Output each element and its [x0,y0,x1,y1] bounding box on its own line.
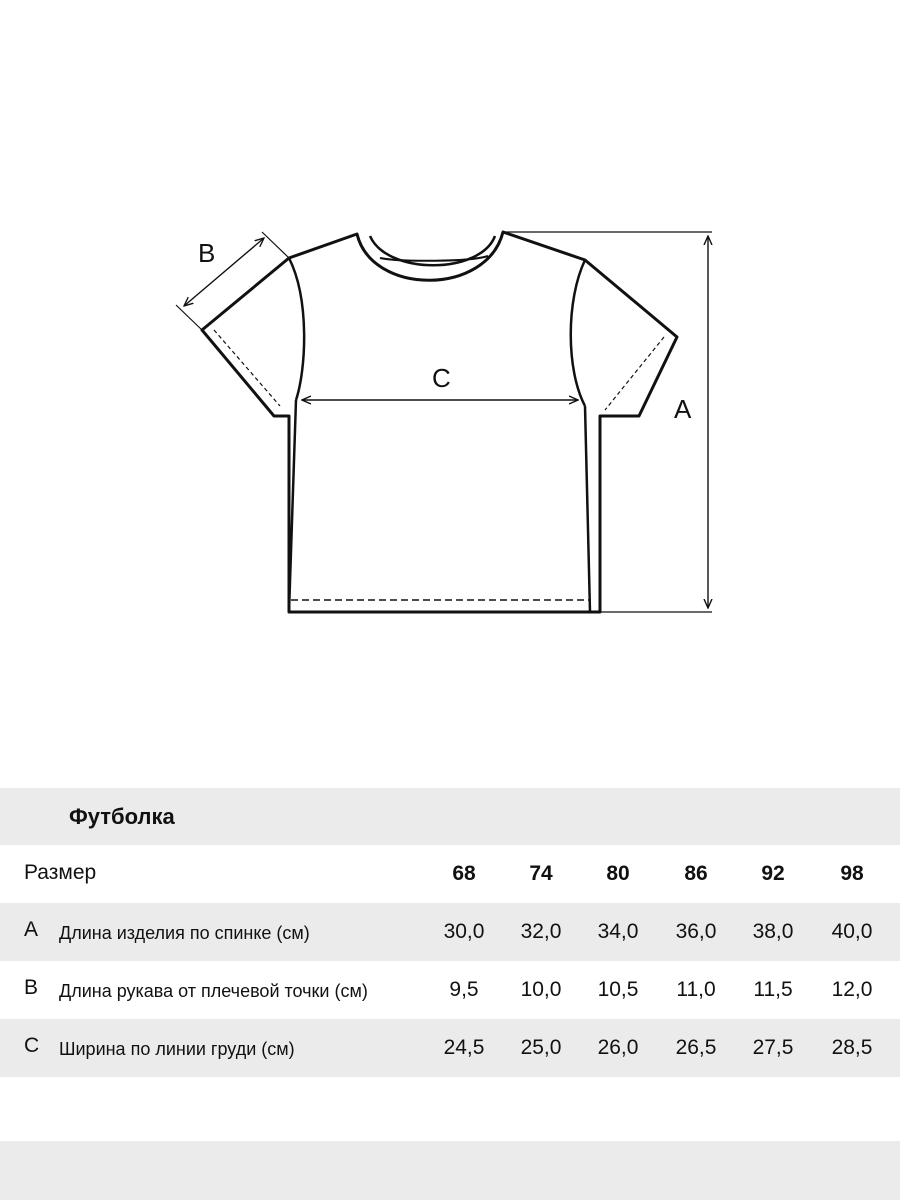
dimension-a-label: A [674,394,692,424]
dimension-b-label: B [198,238,216,268]
table-cell: 34,0 [597,920,639,943]
table-cell: 32,0 [520,920,562,943]
size-table-title: Футболка [69,804,175,829]
table-cell: 25,0 [520,1036,562,1059]
row-label: Длина рукава от плечевой точки (см) [59,981,368,1001]
row-letter: C [24,1034,40,1057]
size-header-label: Размер [24,861,97,884]
table-cell: 26,5 [675,1036,717,1059]
table-row [0,1019,900,1077]
table-row [0,903,900,961]
table-cell: 24,5 [443,1036,485,1059]
tshirt-body-outline [202,232,677,612]
table-cell: 28,5 [831,1036,873,1059]
table-cell: 36,0 [675,920,717,943]
row-letter: A [24,918,39,941]
table-cell: 10,0 [520,978,562,1001]
size-header-cell: 80 [606,862,630,885]
table-cell: 11,0 [676,978,716,1001]
table-cell: 30,0 [443,920,485,943]
size-header-cell: 98 [840,862,864,885]
size-table [0,788,900,1077]
row-label: Длина изделия по спинке (см) [59,923,310,943]
size-header-cell: 68 [452,862,476,885]
size-header-cell: 92 [761,862,785,885]
row-letter: B [24,976,39,999]
table-cell: 40,0 [831,920,873,943]
size-header-row [0,845,900,903]
table-row [0,961,900,1019]
table-cell: 27,5 [752,1036,794,1059]
table-cell: 9,5 [449,978,479,1001]
table-cell: 26,0 [597,1036,639,1059]
table-cell: 11,5 [753,978,793,1001]
row-label: Ширина по линии груди (см) [59,1039,295,1059]
table-cell: 10,5 [597,978,639,1001]
size-table-title-band [0,788,900,845]
dimension-c-label: C [432,363,451,393]
size-header-cell: 86 [684,862,708,885]
table-cell: 12,0 [831,978,873,1001]
size-header-cell: 74 [529,862,553,885]
table-cell: 38,0 [752,920,794,943]
footer-band [0,1141,900,1200]
